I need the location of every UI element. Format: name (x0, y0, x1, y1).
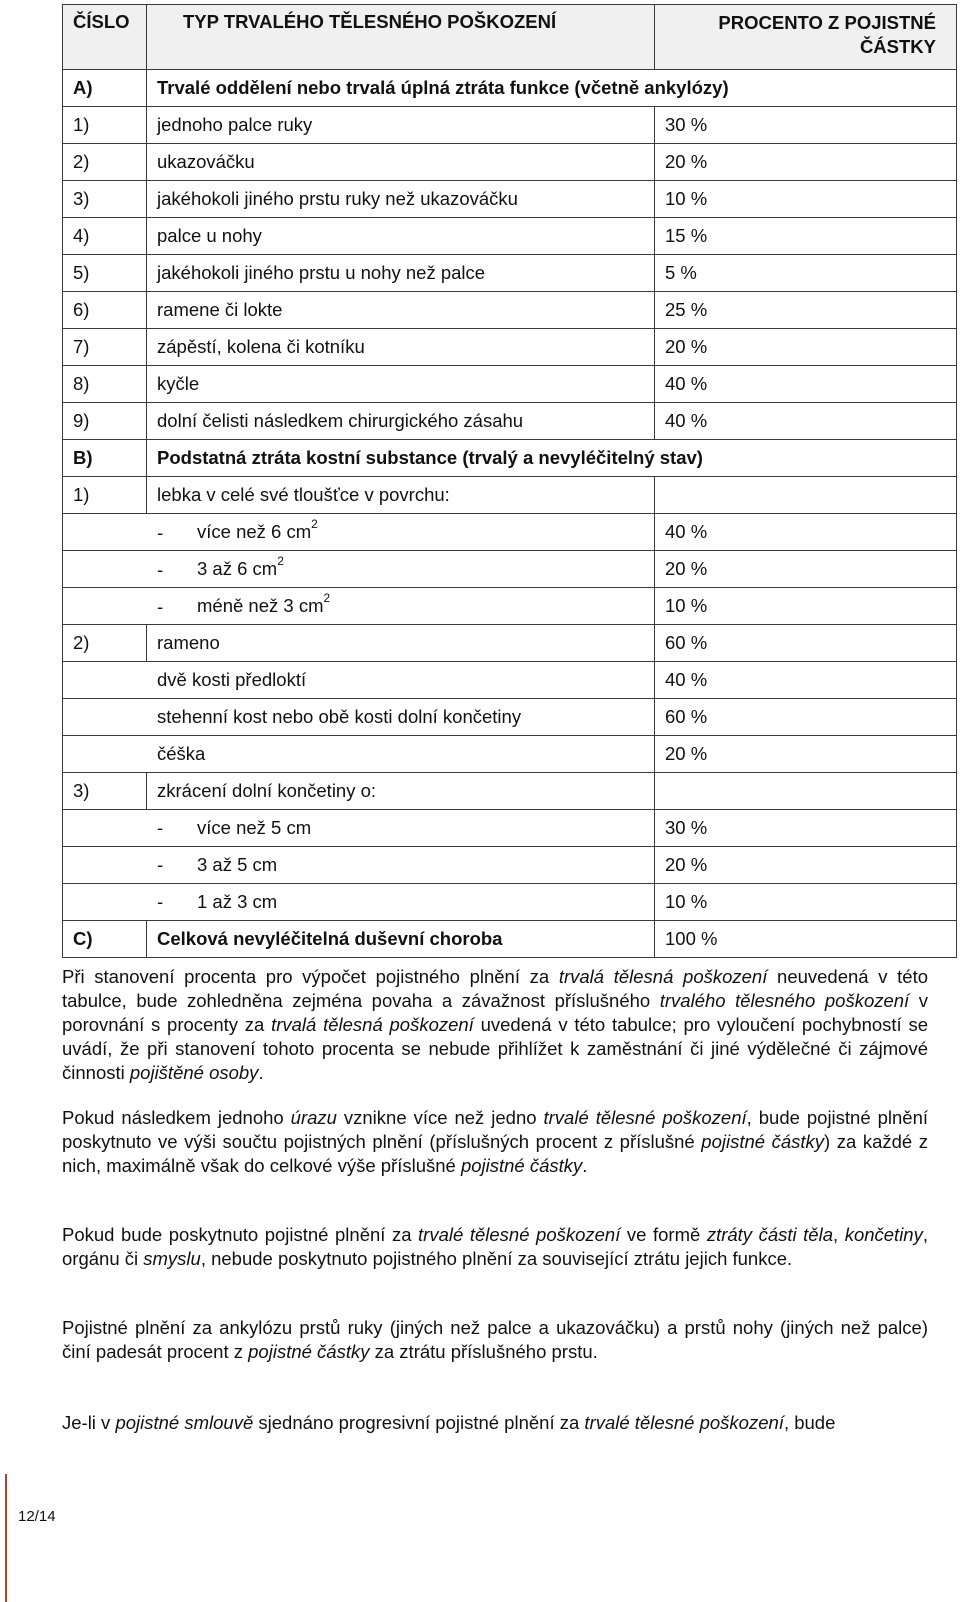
row-number (63, 810, 147, 847)
table-row (63, 625, 957, 662)
row-percentage: 10 % (655, 588, 957, 625)
row-number: 1) (63, 477, 147, 514)
row-label: Trvalé oddělení nebo trvalá úplná ztráta funkce (včetně ankylózy) (147, 70, 957, 107)
row-percentage: 40 % (655, 403, 957, 440)
italic-term: pojistné částky (460, 1155, 583, 1176)
row-percentage: 60 % (655, 699, 957, 736)
row-label (147, 181, 655, 218)
text-run: vznikne více než jedno (336, 1107, 544, 1128)
italic-term: pojistné smlouvě (115, 1412, 254, 1433)
row-label (147, 810, 655, 847)
row-number: C) (63, 921, 147, 958)
row-number: 2) (63, 625, 147, 662)
table-row (63, 551, 957, 588)
dash-marker: - (157, 817, 164, 838)
header-injury-type: TYP TRVALÉHO TĚLESNÉHO POŠKOZENÍ (147, 5, 655, 70)
dash-marker: - (157, 595, 164, 617)
row-label (147, 366, 655, 403)
row-label (147, 107, 655, 144)
row-number: 3) (63, 181, 147, 218)
row-number (63, 551, 147, 588)
row-percentage: 20 % (655, 329, 957, 366)
row-label (147, 662, 655, 699)
text-run: uvedená v této tabulce; pro vyloučení pochybností se uvádí, že při stanovení tohoto procenta se nebude přihlížet k zaměstnání či jiné výdělečné či zájmové činnosti (62, 1014, 928, 1083)
row-label (147, 144, 655, 181)
table-row (63, 514, 957, 551)
row-label (147, 699, 655, 736)
italic-term: trvalé tělesné poškození (584, 1412, 784, 1433)
table-row (63, 255, 957, 292)
row-number (63, 736, 147, 773)
text-run: sjednáno progresivní pojistné plnění za (253, 1412, 585, 1433)
text-run: , nebude poskytnuto pojistného plnění za související ztrátu jejich funkce. (200, 1248, 793, 1269)
italic-term: trvalé tělesné poškození (543, 1107, 747, 1128)
text-run: . (258, 1062, 264, 1083)
row-number (63, 662, 147, 699)
label-text: 3 až 5 cm (197, 854, 278, 875)
label-text: více než 6 cm (197, 521, 312, 543)
header-number: ČÍSLO (63, 5, 147, 70)
row-number (63, 514, 147, 551)
text-run: v porovnání s procenty za (62, 990, 928, 1035)
row-label (147, 625, 655, 662)
page-number: 12/14 (18, 1508, 56, 1525)
dash-marker: - (157, 854, 164, 875)
table-body (63, 70, 957, 958)
table-row (63, 144, 957, 181)
row-number: 8) (63, 366, 147, 403)
row-percentage: 30 % (655, 107, 957, 144)
label-text: jednoho palce ruky (157, 114, 313, 135)
text-run: Je-li v (62, 1412, 116, 1433)
row-label (147, 884, 655, 921)
label-text: zkrácení dolní končetiny o: (157, 780, 377, 801)
footer-accent-rule (5, 1474, 7, 1602)
row-percentage (655, 477, 957, 514)
row-percentage: 20 % (655, 736, 957, 773)
text-run: Při stanovení procenta pro výpočet pojistného plnění za (62, 966, 559, 987)
label-text: ukazováčku (157, 151, 255, 172)
table-header-row (63, 5, 957, 70)
row-percentage: 15 % (655, 218, 957, 255)
row-label (147, 921, 655, 958)
row-label (147, 514, 655, 551)
paragraph-multiple-injuries (62, 1106, 928, 1178)
table-section-row (63, 440, 957, 477)
paragraph-progressive-benefit (62, 1411, 928, 1435)
row-label (147, 551, 655, 588)
superscript: 2 (323, 591, 331, 606)
row-label (147, 736, 655, 773)
label-text: dolní čelisti následkem chirurgického zásahu (157, 410, 524, 431)
row-number: 3) (63, 773, 147, 810)
label-text: stehenní kost nebo obě kosti dolní končetiny (157, 706, 522, 727)
text-run: , (833, 1224, 845, 1245)
row-number: 2) (63, 144, 147, 181)
row-number: B) (63, 440, 147, 477)
superscript: 2 (277, 554, 284, 569)
table-row (63, 218, 957, 255)
paragraph-ankylosis (62, 1316, 928, 1364)
table-row (63, 403, 957, 440)
row-percentage: 10 % (655, 884, 957, 921)
row-percentage: 30 % (655, 810, 957, 847)
label-text: 3 až 6 cm (197, 558, 278, 580)
row-label: Podstatná ztráta kostní substance (trvalý a nevyléčitelný stav) (147, 440, 957, 477)
row-number (63, 588, 147, 625)
row-number (63, 847, 147, 884)
table-section-row (63, 70, 957, 107)
text-run: ve formě (620, 1224, 707, 1245)
row-percentage: 40 % (655, 662, 957, 699)
label-text: palce u nohy (157, 225, 262, 246)
italic-term: pojištěné osoby (129, 1062, 259, 1083)
paragraph-loss-of-body-part (62, 1223, 928, 1271)
italic-term: končetiny (844, 1224, 923, 1245)
table-row (63, 366, 957, 403)
text-run: Pojistné plnění za ankylózu prstů ruky (jiných než palce a ukazováčku) a prstů nohy (jiných než palce) činí padesát procent z (62, 1317, 928, 1362)
row-number: A) (63, 70, 147, 107)
row-number: 5) (63, 255, 147, 292)
italic-term: pojistné částky (701, 1131, 825, 1152)
row-percentage: 20 % (655, 551, 957, 588)
table-row (63, 773, 957, 810)
label-text: čéška (157, 743, 206, 764)
row-label (147, 477, 655, 514)
label-text: zápěstí, kolena či kotníku (157, 336, 365, 357)
row-label (147, 329, 655, 366)
dash-marker: - (157, 891, 164, 912)
table-section-row (63, 921, 957, 958)
label-text: dvě kosti předloktí (157, 669, 307, 690)
row-label (147, 292, 655, 329)
label-text: kyčle (157, 373, 200, 394)
dash-marker: - (157, 558, 164, 580)
label-text: rameno (157, 632, 220, 653)
italic-term: smyslu (143, 1248, 201, 1269)
label-text: lebka v celé své tloušťce v povrchu: (157, 484, 450, 505)
row-percentage: 20 % (655, 847, 957, 884)
italic-term: úrazu (290, 1107, 337, 1128)
label-text: více než 5 cm (197, 817, 312, 838)
row-percentage: 10 % (655, 181, 957, 218)
label-text: ramene či lokte (157, 299, 283, 320)
table-row (63, 847, 957, 884)
text-run: , bude pojistné plnění poskytnuto ve výši součtu pojistných plnění (příslušných procent z příslušné (62, 1107, 929, 1152)
row-number: 1) (63, 107, 147, 144)
row-percentage: 60 % (655, 625, 957, 662)
row-percentage: 40 % (655, 366, 957, 403)
text-run: neuvedená v této tabulce, bude zohledněna zejména povaha a závažnost příslušného (62, 966, 928, 1011)
table-row (63, 736, 957, 773)
table-row (63, 699, 957, 736)
row-percentage: 100 % (655, 921, 957, 958)
table-row (63, 810, 957, 847)
label-text: méně než 3 cm (197, 595, 324, 617)
text-run: . (582, 1155, 588, 1176)
row-percentage: 20 % (655, 144, 957, 181)
table-row (63, 292, 957, 329)
row-label (147, 218, 655, 255)
row-number (63, 884, 147, 921)
superscript: 2 (311, 517, 318, 532)
table-row (63, 662, 957, 699)
label-text: 1 až 3 cm (197, 891, 278, 912)
row-percentage: 5 % (655, 255, 957, 292)
table-row (63, 181, 957, 218)
text-run: Pokud následkem jednoho (62, 1107, 291, 1128)
text-run: , bude (783, 1412, 836, 1433)
italic-term: pojistné částky (248, 1341, 370, 1362)
italic-term: trvalá tělesná poškození (558, 966, 768, 987)
table-row (63, 329, 957, 366)
dash-marker: - (157, 521, 164, 543)
italic-term: trvalé tělesné poškození (418, 1224, 621, 1245)
table-row (63, 588, 957, 625)
italic-term: trvalá tělesná poškození (271, 1014, 474, 1035)
table-row (63, 477, 957, 514)
row-number: 7) (63, 329, 147, 366)
paragraph-unlisted-injuries (62, 965, 928, 1085)
row-number (63, 699, 147, 736)
label-text: jakéhokoli jiného prstu u nohy než palce (157, 262, 486, 283)
injury-percentage-table (62, 4, 957, 958)
row-label (147, 773, 655, 810)
row-number: 9) (63, 403, 147, 440)
row-number: 6) (63, 292, 147, 329)
row-percentage: 40 % (655, 514, 957, 551)
italic-term: trvalého tělesného poškození (659, 990, 910, 1011)
row-percentage: 25 % (655, 292, 957, 329)
row-label (147, 403, 655, 440)
table-row (63, 107, 957, 144)
text-run: ) za každé z nich, maximálně však do celkové výše příslušné (62, 1131, 928, 1176)
row-percentage (655, 773, 957, 810)
italic-term: ztráty části těla (706, 1224, 833, 1245)
text-run: Pokud bude poskytnuto pojistné plnění za (62, 1224, 419, 1245)
table-row (63, 884, 957, 921)
row-label (147, 588, 655, 625)
label-text: jakéhokoli jiného prstu ruky než ukazováčku (157, 188, 518, 209)
row-label (147, 255, 655, 292)
text-run: za ztrátu příslušného prstu. (369, 1341, 598, 1362)
label-text: Celková nevyléčitelná duševní choroba (157, 928, 503, 949)
header-percentage: PROCENTO Z POJISTNÉ ČÁSTKY (655, 5, 957, 70)
row-label (147, 847, 655, 884)
row-number: 4) (63, 218, 147, 255)
text-run: , orgánu či (62, 1224, 928, 1269)
